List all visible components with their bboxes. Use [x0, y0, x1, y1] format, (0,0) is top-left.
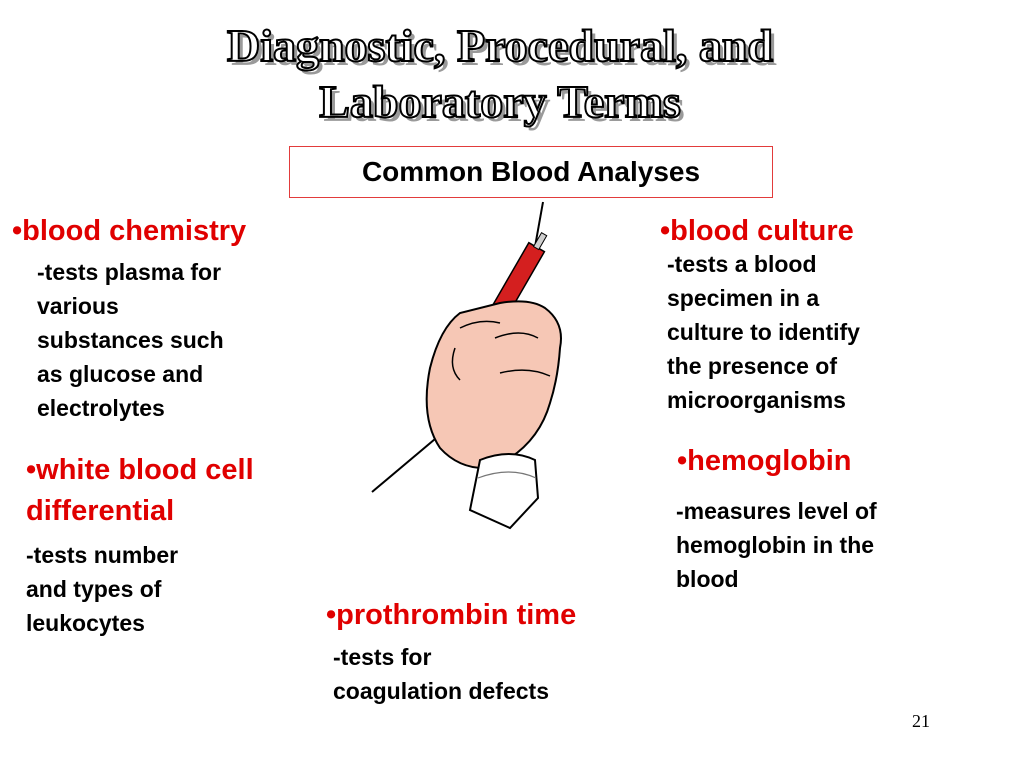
page-title: [0, 18, 1000, 130]
term-prothrombin-time: •prothrombin time: [326, 599, 577, 631]
desc-blood-chemistry: -tests plasma for various substances such as glucose and electrolytes: [37, 259, 224, 421]
term-blood-culture: •blood culture: [660, 215, 854, 247]
hand-holding-syringe-icon: [360, 198, 580, 538]
title-line-1: Diagnostic, Procedural, and: [226, 20, 774, 71]
term-blood-chemistry: •blood chemistry: [12, 215, 247, 247]
term-white-blood-cell-differential: •white blood cell differential: [26, 454, 254, 527]
term-hemoglobin: •hemoglobin: [677, 445, 852, 477]
desc-blood-culture: -tests a blood specimen in a culture to identify the presence of microorganisms: [667, 251, 860, 413]
desc-white-blood-cell-differential: -tests number and types of leukocytes: [26, 542, 179, 636]
desc-hemoglobin: -measures level of hemoglobin in the blood: [676, 498, 877, 592]
desc-prothrombin-time: -tests for coagulation defects: [333, 644, 549, 704]
subtitle-box: Common Blood Analyses: [289, 146, 773, 198]
title-line-2: Laboratory Terms: [319, 76, 681, 127]
page-number: 21: [912, 711, 930, 731]
